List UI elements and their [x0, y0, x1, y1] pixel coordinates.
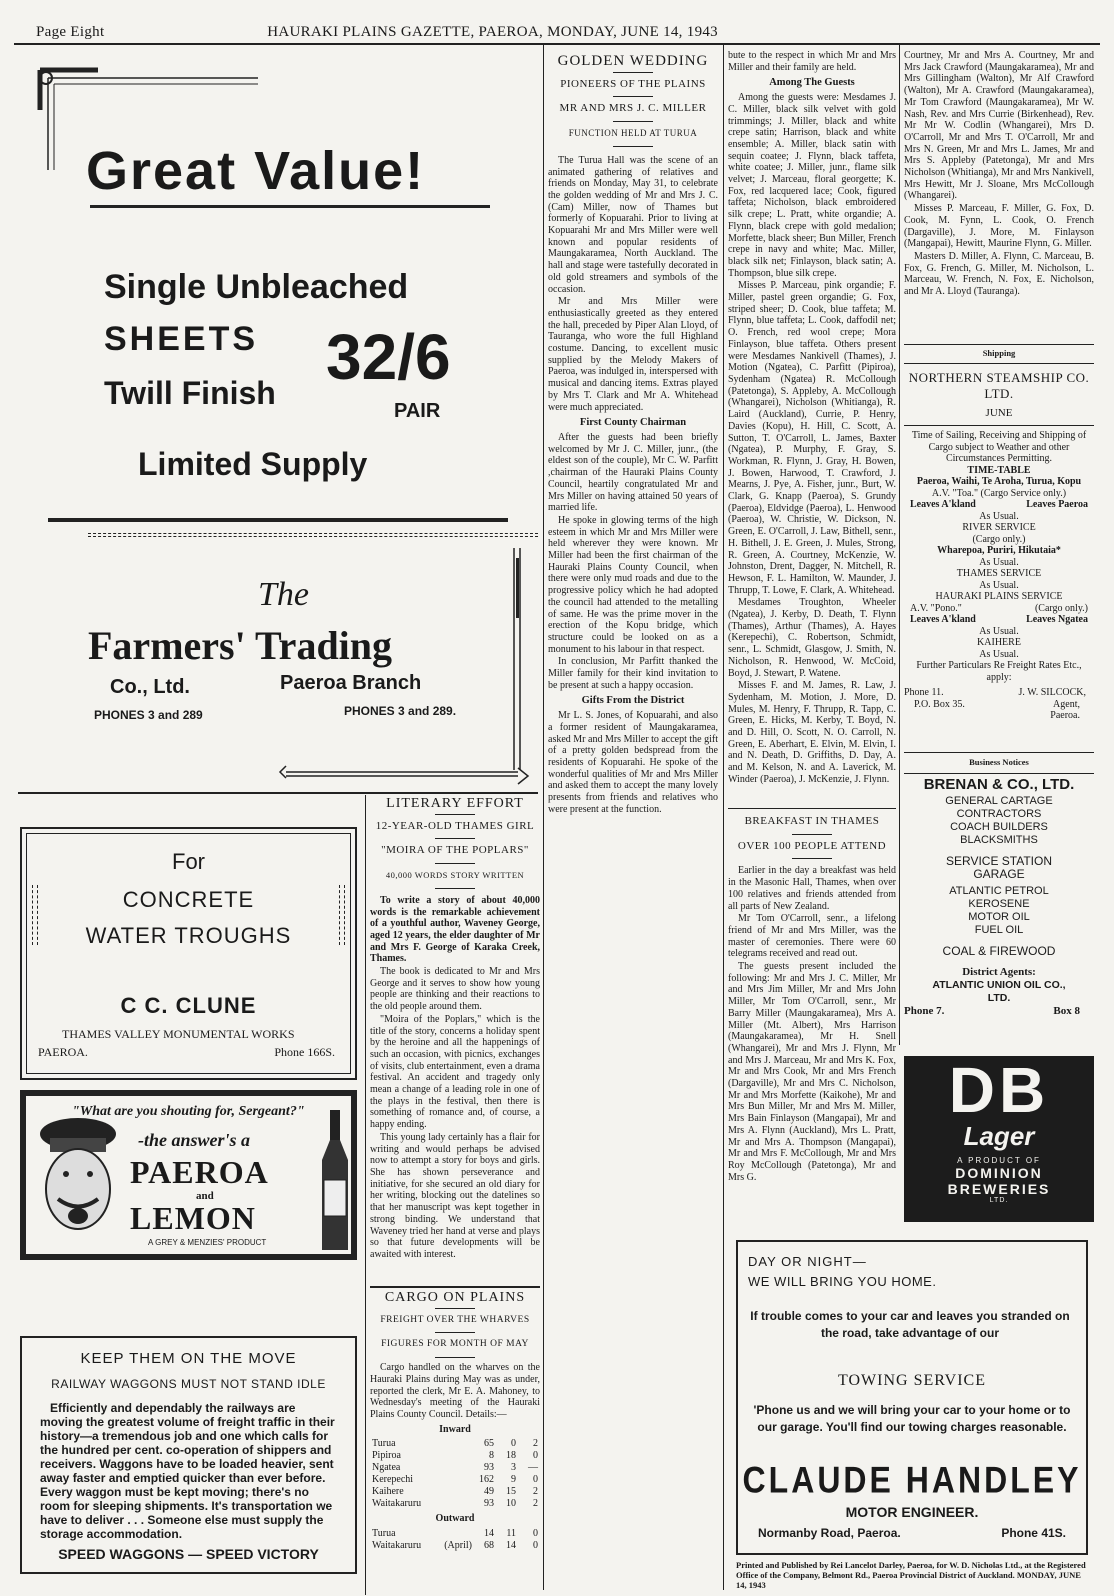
cargo-row [370, 1438, 540, 1450]
cargo-value: 93 [484, 1462, 494, 1474]
lemon-brand-1: PAEROA [130, 1154, 269, 1190]
wharf-name: Waitakaruru [372, 1498, 422, 1510]
wharf-name: Waitakaruru [372, 1540, 422, 1552]
cargo-row [370, 1498, 540, 1510]
cargo-value: 2 [533, 1498, 538, 1510]
business-line: GENERAL CARTAGE [945, 795, 1053, 807]
handley-line-5: 'Phone us and we will bring your car to your home or to our garage. You'll find our towing charges reasonable. [753, 1403, 1071, 1434]
business-line: SERVICE STATION [945, 854, 1053, 868]
farmers-name: Farmers' Trading [88, 623, 393, 668]
ad-line-1: Single Unbleached [104, 268, 409, 306]
db-lager-ad [904, 1056, 1094, 1222]
troughs-l2: WATER TROUGHS [85, 923, 292, 948]
article-subheading: FIGURES FOR MONTH OF MAY [381, 1339, 529, 1350]
shipping-company: NORTHERN STEAMSHIP CO. LTD. [908, 369, 1090, 401]
table-heading: Outward [435, 1513, 475, 1525]
lemon-and: and [196, 1190, 214, 1202]
paragraph: The guests present included the following: Mr and Mrs J. C. Miller, Mr and Mrs Jim Miller, Mr and Mrs John Miller, Mr Tom O'Carroll, senr., Mr Barry Miller (Maungakaramea), Mrs A. Miller (Mt. Albert), Mrs Harrison (Maungakaramea), Mr H. Snell (Whangarei), Mr and Mrs J. Flynn, Mr and Mrs J. Marceau, Mr and Mrs K. Fox, Mr and Mrs Cook, Mr and Mrs French (Dargaville), Mr and Mrs C. Nicholson, Mr and Mrs Morfette (Kaikohe), Mr and Mrs Bun Miller, Mr and Mrs M. Miller, Mrs Bain Finlayson (Mangapai), Mr and Mrs A. Flynn (Auckland), Mrs L. Pratt, Mr and Mrs A. Thompson (Mangapai), Mr and Mrs F. McCollough, Mr and Mrs Roy McCollough (Patetonga), Mr and Mrs G. [728, 961, 896, 1183]
breakfast-article [728, 812, 896, 1232]
cargo-value: 15 [506, 1486, 516, 1498]
wharf-name: Pipiroa [372, 1450, 401, 1462]
column-rule [723, 45, 724, 1590]
leaves-label: Leaves A'kland [910, 614, 976, 625]
cargo-value: 8 [489, 1450, 494, 1462]
business-line: COACH BUILDERS [950, 821, 1048, 833]
handley-ad [736, 1240, 1088, 1555]
article-subheading: "MOIRA OF THE POPLARS" [381, 844, 529, 857]
ad-headline: Great Value! [86, 141, 426, 201]
cargo-value: 93 [484, 1498, 494, 1510]
schedule: As Usual. [979, 625, 1019, 637]
column-rule [543, 45, 544, 1590]
article-heading: CARGO ON PLAINS [384, 1292, 526, 1305]
paragraph: Misses P. Marceau, F. Miller, G. Fox, D. Cook, M. Fynn, L. Cook, O. French (Dargaville), J. More, M. Finlayson (Mangapai), Hewitt, Maurine Flynn, G. Miller. [904, 203, 1094, 250]
divider [32, 885, 38, 945]
lemon-product: A GREY & MENZIES' PRODUCT [148, 1238, 267, 1247]
divider [88, 533, 538, 537]
business-line: LTD. [987, 992, 1011, 1004]
paragraph: "Moira of the Poplars," which is the title of the story, concerns a holiday spent by the heroine and all the happenings of such an occasion, with picnics, exchanges of visits, club entertainment, even a drama festival. An accident and tragedy only mean a change of a leading role in one of the plays in the festival, then there is something of romance and, of course, a happy ending. [370, 1013, 540, 1131]
cargo-value: 0 [511, 1438, 516, 1450]
ad-price-unit: PAIR [394, 400, 441, 422]
business-name: BRENAN & CO., LTD. [923, 776, 1075, 793]
divider [90, 205, 490, 208]
section-label: Business Notices [969, 757, 1029, 767]
imprint: Printed and Published by Rei Lancelot Darley, Paeroa, for W. D. Nicholas Ltd., at the Registered Office of the Company, Belmont Rd., Paeroa Provincial District of Auckland. MONDAY, JUNE 14, 1943 [736, 1560, 1086, 1590]
page-number: Page Eight [36, 24, 105, 40]
handley-line-2: WE WILL BRING YOU HOME. [748, 1274, 937, 1289]
paragraph: Mr and Mrs Miller were enthusiastically greeted as they entered the hall, preceded by Piper Alan Lloyd, of Tauranga, who wore the full Highland costume. Dancing, to excellent music supplied by the Melody Makers of Paeroa, was indulged in, interspersed with musical and dancing items. Extras played by Mrs T. Clark and Mr A. Whitehead were much appreciated. [548, 296, 718, 413]
wharf-name: Turua [372, 1528, 396, 1540]
cargo-value: 18 [506, 1450, 516, 1462]
farmers-branch: Paeroa Branch [280, 672, 422, 694]
divider [370, 1286, 540, 1288]
wharf-name: Kerepechi [372, 1474, 414, 1486]
cargo-value: 49 [484, 1486, 494, 1498]
business-line: BLACKSMITHS [960, 834, 1038, 846]
article-heading: GOLDEN WEDDING [557, 53, 709, 69]
paragraph: Mr L. S. Jones, of Kopuarahi, and also a former resident of Maungakaramea, asked Mr and Mrs Miller to accept the gift of a pretty golden bedspread from the residents of Kopuarahi. He spoke of the wonderful qualities of Mr and Mrs Miller and asked them to accept the many lovely presents from friends and relatives who were present at the function. [548, 710, 718, 815]
phone: Phone 11. [904, 687, 944, 698]
farmers-trading-ad [18, 540, 538, 790]
cargo-value: 14 [506, 1540, 516, 1552]
paragraph: Mesdames Troughton, Wheeler (Ngatea), J. Kerby, D. Death, T. Flynn (Thames), Arthur (Thames), A. Hayes (Kerepechi), C. Robertson, Schmidt, senr., L. Schmidt, Glasgow, J. Smith, N. Nicholson, R. Henwood, W. McCoid, Boyd, J. Stewart, P. Watene. [728, 597, 896, 679]
section-label: Shipping [982, 348, 1016, 358]
article-subheading: FREIGHT OVER THE WHARVES [380, 1314, 530, 1325]
business-line: ATLANTIC PETROL [949, 885, 1049, 897]
paragraph: Misses P. Marceau, pink organdie; F. Miller, pastel green organdie; G. Fox, striped sheer; D. Cook, blue taffeta; M. Flynn, blue taffeta; L. Cook, daffodil net; O. French, red wool crepe; Mora Finlayson, blue taffeta. Others present were Mesdames Nankivell (Thames), J. Motion (Ngatea), C. Parfitt (Pipiroa), Sydenham (Ngatea) R. McCollough (Patetonga), S. Appleby, A. McCollough (Whangarei), Nicholson (Whitianga), R. Laird (Auckland), Currie, P. Henry, Davies (Kopu), H. Hill, C. Scott, A. Sutton, T. O'Carroll, L. James, Baxter (Ngatea), P. Murphy, F. Gray, S. Workman, R. Flynn, J. Gray, H. Bowen, J. Bowen, Harwood, T. Crawford, J. Mearns, J. Pye, A. Fisher, junr., Burt, W. Clark, G. Knapp (Paeroa), S. Grundy (Paeroa), Eldvidge (Paeroa), L. Henwood (Paeroa), W. Christie, W. Dickson, N. Green, E. O'Carroll, J. Law, Bithell, senr., H. Bithell, J. E. Green, J. Mules, Strong, R. Green, A. Courtney, McKenzie, W. Johnston, Drent, Dagger, N. Mitchell, R. Hewson, F. L. Hamilton, W. Maunder, J. Thrupp, T. Lowe, F. Clark, A. Whitehead. [728, 280, 896, 596]
troughs-name: C C. CLUNE [120, 993, 257, 1018]
paragraph: Misses F. and M. James, R. Law, J. Sydenham, M. Motion, J. More, D. Mules, M. Henry, F. Thrupp, R. Tapp, C. Green, E. Hicks, M. Kerby, T. Boyd, N. and D. Hill, O. Scott, N. O. Carroll, N. Green, E. Aberhart, E. Elvin, M. Elvin, I. and N. Death, D. Griffiths, D. Day, A. and M. Kelson, N. and A. Laverick, M. Winder (Paeroa), J. McKenzie, J. Flynn. [728, 680, 896, 785]
lemon-question: "What are you shouting for, Sergeant?" [72, 1104, 305, 1119]
rail-footer: SPEED WAGGONS — SPEED VICTORY [58, 1546, 319, 1562]
cargo-value: 0 [533, 1450, 538, 1462]
business-line: COAL & FIREWOOD [942, 944, 1056, 958]
troughs-town: PAEROA. [38, 1045, 88, 1059]
ad-line-4: Limited Supply [138, 446, 368, 482]
paragraph: This young lady certainly has a flair for writing and would perhaps be advised now to attempt a story for boys and girls. She has shown perseverance and initiative, for she secured an old diary for her writing, blocking out the datelines so that her manuscript was kept together in strong binding. We understand that Waveney tried her hand at verse and plays so that future developments will be awaited with interest. [370, 1131, 540, 1260]
cargo-value: — [528, 1462, 538, 1474]
leaves-label: Leaves A'kland [910, 499, 976, 510]
business-notices [904, 756, 1094, 1052]
wharf-name: Ngatea [372, 1462, 401, 1474]
divider [18, 792, 538, 794]
article-subheading: PIONEERS OF THE PLAINS [560, 77, 706, 90]
farmers-the: The [258, 576, 309, 613]
handley-line-1: DAY OR NIGHT— [748, 1254, 867, 1269]
business-box: Box 8 [1053, 1005, 1080, 1017]
shipping-notice [904, 348, 1094, 748]
cargo-value: 0 [533, 1540, 538, 1552]
paper-title: HAURAKI PLAINS GAZETTE, PAEROA, MONDAY, JUNE 14, 1943 [267, 24, 718, 40]
cargo-inward-table [370, 1438, 540, 1510]
cargo-value: 3 [511, 1462, 516, 1474]
ad-line-3: Twill Finish [104, 375, 276, 411]
cargo-value: (April) [444, 1540, 472, 1552]
article-heading: BREAKFAST IN THAMES [744, 815, 880, 827]
db-brewery-1: DOMINION [955, 1165, 1043, 1181]
db-product-of: A PRODUCT OF [957, 1156, 1041, 1165]
cargo-value: 68 [484, 1540, 494, 1552]
handley-address: Normanby Road, Paeroa. [758, 1526, 901, 1540]
divider [728, 808, 896, 809]
handley-service: TOWING SERVICE [838, 1372, 986, 1389]
article-subheading: 12-YEAR-OLD THAMES GIRL [375, 819, 535, 832]
article-subheading: MR AND MRS J. C. MILLER [559, 102, 707, 115]
vessel: A.V. "Toa." (Cargo Service only.) [931, 487, 1067, 499]
paragraph: Among the guests were: Mesdames J. C. Miller, black silk velvet with gold trimmings; J. Miller, black and white crepe satin; Harrison, black and white ensemble; A. Miller, black satin with sequin coatee; J. Flynn, black taffeta, white coatee; J. Miller, junr., flame silk velvet; J. Marceau, floral georgette; K. Fox, red lacquered lace; Cook, figured taffeta; Nicholson, black embroidered silk crepe; L. Pratt, white organdie; A. Flynn, black crepe with gold medalion; Morfette, black sheer; Bun Miller, French crepe in navy and white; Mac. Miller, black silk net; Finlayson, black satin; A. Thompson, blue silk crepe. [728, 92, 896, 279]
guests-article [728, 50, 896, 805]
ad-price: 32/6 [326, 321, 451, 393]
service-note: (Cargo only.) [1034, 602, 1088, 614]
guests-continued [904, 50, 1094, 340]
cargo-value: 2 [533, 1486, 538, 1498]
troughs-l1: CONCRETE [122, 887, 255, 912]
bottle-icon [316, 1110, 356, 1260]
schedule: As Usual. [979, 510, 1019, 522]
cargo-value: 0 [533, 1528, 538, 1540]
troughs-works: THAMES VALLEY MONUMENTAL WORKS [62, 1027, 295, 1041]
agent-town: Paeroa. [1050, 710, 1080, 721]
further-particulars: Further Particulars Re Freight Rates Etc., apply: [916, 660, 1082, 683]
leaves-label: Leaves Paeroa [1026, 499, 1088, 510]
troughs-for: For [172, 849, 205, 874]
cargo-value: 10 [506, 1498, 516, 1510]
cargo-value: 9 [511, 1474, 516, 1486]
business-line: CONTRACTORS [956, 808, 1042, 820]
cargo-value: 162 [479, 1474, 494, 1486]
wharf-name: Turua [372, 1438, 396, 1450]
paragraph: Earlier in the day a breakfast was held in the Masonic Hall, Thames, when over 100 relatives and friends attended from all parts of New Zealand. [728, 865, 896, 912]
business-line: KEROSENE [968, 898, 1030, 910]
route: Wharepoa, Puriri, Hikutaia* [937, 545, 1061, 556]
concrete-troughs-ad [20, 827, 357, 1080]
cargo-row [370, 1474, 540, 1486]
handley-line-3: If trouble comes to your car and leaves you stranded on the road, take advantage of our [750, 1309, 1070, 1340]
agent-name: J. W. SILCOCK, [1018, 687, 1086, 698]
table-heading: Inward [439, 1423, 471, 1435]
paragraph: The book is dedicated to Mr and Mrs George and it serves to show how young people are thinking and their reactions to the old people around them. [370, 966, 540, 1013]
sergeant-illustration-icon [28, 1104, 138, 1254]
business-line: FUEL OIL [974, 924, 1024, 936]
schedule: As Usual. [979, 648, 1019, 660]
section-heading: First County Chairman [579, 417, 687, 429]
divider [904, 344, 1094, 345]
business-line: District Agents: [962, 966, 1036, 978]
rail-heading-2: RAILWAY WAGGONS MUST NOT STAND IDLE [51, 1377, 326, 1391]
lemon-answer: -the answer's a [138, 1130, 251, 1150]
paragraph: Masters D. Miller, A. Flynn, C. Marceau, B. Fox, G. French, G. Miller, M. Nicholson, L. Marceau, W. French, N. Fox, E. Nicholson, and Mr A. Lloyd (Tauranga). [904, 250, 1094, 298]
cargo-value: 11 [506, 1528, 516, 1540]
article-subheading: 40,000 WORDS STORY WRITTEN [385, 870, 525, 881]
rail-body: Efficiently and dependably the railways are moving the greatest volume of freight traffic in their history—a tremendous job and one which calls for the hundred per cent. co-operation of shippers and receivers. Waggons have to be loaded heavier, sent away faster and emptied quicker than ever before. Every waggon must be kept moving; there's no room for sleeping shipments. It's transportation we have to deliver . . . Someone else must supply the storage accommodation. [40, 1401, 335, 1541]
handley-role: MOTOR ENGINEER. [845, 1504, 979, 1520]
vessel: A.V. "Pono." [910, 602, 962, 614]
cargo-row [370, 1462, 540, 1474]
article-subheading: OVER 100 PEOPLE ATTEND [737, 839, 887, 852]
service-note: (Cargo only.) [972, 533, 1026, 545]
service-name: RIVER SERVICE [962, 522, 1036, 533]
shipping-intro: Time of Sailing, Receiving and Shipping of Cargo subject to Weather and other Circumstances Permitting. [911, 430, 1087, 464]
farmers-co: Co., Ltd. [110, 676, 190, 698]
leaves-label: Leaves Ngatea [1026, 614, 1088, 625]
cargo-row [370, 1540, 540, 1552]
literary-article [370, 798, 540, 1283]
paragraph: After the guests had been briefly welcomed by Mr J. C. Miller, junr., (the eldest son of the couple), Mr C. W. Parfitt ,chairman of the Hauraki Plains County Council, heartily congratulated Mr and Mrs Miller on having attained 50 years of married life. [548, 431, 718, 514]
farmers-phone-1: PHONES 3 and 289 [94, 708, 203, 722]
db-lager: Lager [963, 1121, 1035, 1151]
business-line: ATLANTIC UNION OIL CO., [932, 979, 1066, 991]
shipping-month: JUNE [985, 406, 1013, 419]
cargo-outward-table [370, 1528, 540, 1552]
cargo-value: 14 [484, 1528, 494, 1540]
paragraph: bute to the respect in which Mr and Mrs Miller and their family are held. [728, 50, 896, 73]
schedule: As Usual. [979, 579, 1019, 591]
service-name: HAURAKI PLAINS SERVICE [935, 591, 1063, 602]
cargo-value: 65 [484, 1438, 494, 1450]
troughs-phone: Phone 166S. [274, 1045, 335, 1059]
agent-title: Agent, [1053, 698, 1080, 710]
divider [904, 752, 1094, 753]
db-ltd: LTD. [989, 1197, 1009, 1204]
handley-name: CLAUDE HANDLEY [742, 1459, 1082, 1501]
masthead [36, 24, 1078, 42]
cargo-value: 2 [533, 1438, 538, 1450]
cargo-row [370, 1528, 540, 1540]
cargo-row [370, 1486, 540, 1498]
paragraph: In conclusion, Mr Parfitt thanked the Miller family for their kind invitation to be present at such a happy occasion. [548, 656, 718, 691]
lemon-brand-2: LEMON [130, 1200, 256, 1236]
timetable-heading: TIME-TABLE [967, 464, 1031, 476]
service-name: KAIHERE [977, 637, 1021, 648]
cargo-value [442, 1528, 474, 1540]
paragraph: Mr Tom O'Carroll, senr., a lifelong friend of Mr and Mrs Miller, was the master of ceremonies. There were 60 telegrams received and read out. [728, 913, 896, 960]
route: Paeroa, Waihi, Te Aroha, Turua, Kopu [916, 476, 1082, 487]
paeroa-lemon-ad [20, 1090, 357, 1260]
rail-heading-1: KEEP THEM ON THE MOVE [80, 1350, 297, 1367]
header-rule [14, 43, 1100, 45]
business-phone: Phone 7. [904, 1005, 945, 1017]
paragraph: He spoke in glowing terms of the high esteem in which Mr and Mrs Miller were held wherever they were known. Mr Miller had been the first chairman of the Hauraki Plains County Council, when there were only mud roads and due to the progressive policy which he had adopted the council had attended to the metalling of same. He was the prime mover in the erection of the Kopu bridge, which structure could be looked on as a monument to his labour in that respect. [548, 514, 718, 655]
wharf-name: Kaihere [372, 1486, 404, 1498]
cargo-article [370, 1292, 540, 1592]
column-rule [899, 45, 900, 1045]
business-line: MOTOR OIL [968, 911, 1030, 923]
handley-phone: Phone 41S. [1001, 1526, 1066, 1540]
farmers-phone-2: PHONES 3 and 289. [344, 704, 457, 718]
divider [339, 885, 345, 945]
paragraph: Cargo handled on the wharves on the Hauraki Plains during May was as under, reported the clerk, Mr E. A. Mahoney, to Wednesday's meeting of the Hauraki Plains County Council. Details:— [370, 1362, 540, 1420]
great-value-ad [18, 50, 538, 530]
business-line: GARAGE [973, 867, 1025, 881]
cargo-value: 0 [533, 1474, 538, 1486]
service-name: THAMES SERVICE [956, 568, 1042, 579]
article-heading: LITERARY EFFORT [386, 798, 524, 811]
railway-ad [20, 1336, 357, 1574]
lead-paragraph: To write a story of about 40,000 words is the remarkable achievement of a youthful author, Waveney George, aged 12 years, the elder daughter of Mr and Mrs F. George of Karaka Creek, Thames. [370, 894, 540, 965]
schedule: As Usual. [979, 556, 1019, 568]
db-brewery-2: BREWERIES [947, 1181, 1051, 1197]
ad-line-2: SHEETS [104, 320, 259, 358]
db-logo: DB [948, 1054, 1050, 1126]
section-heading: Gifts From the District [581, 695, 685, 707]
po-box: P.O. Box 35. [914, 698, 965, 710]
cargo-row [370, 1450, 540, 1462]
paragraph: Courtney, Mr and Mrs A. Courtney, Mr and Mrs Jack Crawford (Maungakaramea), Mr and Mrs Gillingham (Walton), Mr Alf Crawford (Walton), Mr A. Crawford (Maungakaramea), Mr Tom Crawford (Maungakaramea), Mr W. Nash, Rev. and Mrs Currie (Birkenhead), Rev. Mr Mr W. Codlin (Whangarei), Mrs D. O'Carroll, Mr and Mrs T. O'Carroll, Mr and Mrs N. Green, Mr and Mrs L. James, Mr and Mrs S. Appleby (Patetonga), Mr and Mrs Nicholson (Whitianga), Mr and Mrs Nankivell, Mrs Hewitt, Mr J. Sloane, Mrs McCollough (Whangarei). [904, 50, 1094, 202]
article-subheading: FUNCTION HELD AT TURUA [568, 128, 698, 139]
section-heading: Among The Guests [769, 77, 855, 89]
paragraph: The Turua Hall was the scene of an animated gathering of relatives and friends on Monday, May 31, to celebrate the golden wedding of Mr and Mrs J. C. (Cam) Miller, now of Thames but formerly of Kopuarahi. Prior to living at Kopuarahi Mr and Mrs Miller were well known and popular residents of Maungakaramea, North Auckland. The hall and stage were tastefully decorated in old gold streamers and symbols of the occasion. [548, 154, 718, 295]
column-rule [365, 795, 366, 1595]
golden-wedding-article [548, 50, 718, 1595]
